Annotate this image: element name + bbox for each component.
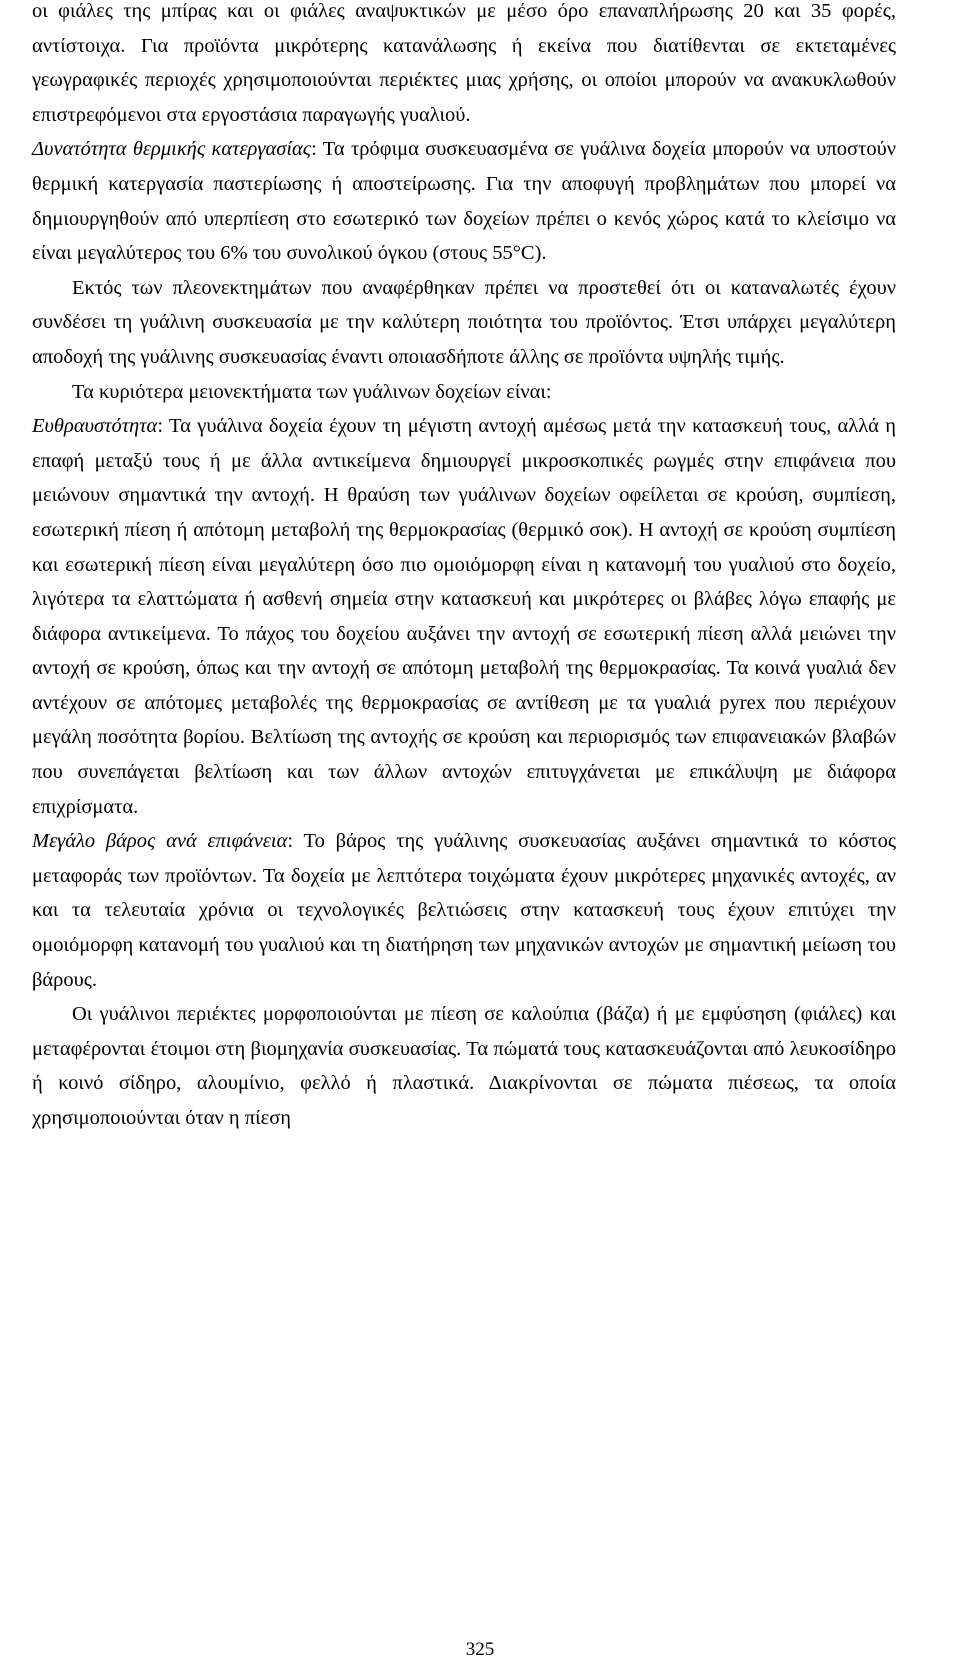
paragraph-text: Οι γυάλινοι περιέκτες μορφοποιούνται με πίεση σε καλούπια (βάζα) ή με εμφύσηση (φιάλες) και μεταφέρονται έτοιμοι στη βιομηχανία συσκευασίας. Τα πώματά τους κατασκευάζονται από λευκοσίδηρο ή κοινό σίδηρο, αλουμίνιο, φελλό ή πλαστικά. Διακρίνονται σε πώματα πιέσεως, τα οποία χρησιμοποιούνται όταν η πίεση bbox=[32, 1003, 896, 1129]
paragraph-continuation bbox=[32, 0, 896, 132]
paragraph-consumer-perception bbox=[32, 271, 896, 375]
paragraph-forming-and-closures bbox=[32, 997, 896, 1135]
paragraph-text: : Τα τρόφιμα συσκευασμένα σε γυάλινα δοχεία μπορούν να υποστούν θερμική κατεργασία παστερίωσης ή αποστείρωσης. Για την αποφυγή προβλημάτων που μπορεί να δημιουργηθούν από υπερπίεση στο εσωτερικό των δοχείων πρέπει ο κενός χώρος κατά το κλείσιμο να είναι μεγαλύτερος του 6% του συνολικού όγκου (στους 55°C). bbox=[32, 138, 896, 265]
paragraph-weight bbox=[32, 824, 896, 997]
paragraph-term: Ευθραυστότητα bbox=[32, 415, 158, 438]
paragraph-text: : Το βάρος της γυάλινης συσκευασίας αυξάνει σημαντικά το κόστος μεταφοράς των προϊόντων. Τα δοχεία με λεπτότερα τοιχώματα έχουν μικρότερες μηχανικές αντοχές, αν και τα τελευταία χρόνια οι τεχνολογικές βελτιώσεις στην κατασκευή τους έχουν επιτύχει την ομοιόμορφη κατανομή του γυαλιού και τη διατήρηση των μηχανικών αντοχών με σημαντική μείωση του βάρους. bbox=[32, 830, 896, 991]
paragraph-text: : Τα γυάλινα δοχεία έχουν τη μέγιστη αντοχή αμέσως μετά την κατασκευή τους, αλλά η επαφή μεταξύ τους ή με άλλα αντικείμενα δημιουργεί μικροσκοπικές ρωγμές στην επιφάνεια που μειώνουν σημαντικά την αντοχή. Η θραύση των γυάλινων δοχείων οφείλεται σε κρούση, συμπίεση, εσωτερική πίεση ή απότομη μεταβολή της θερμοκρασίας (θερμικό σοκ). Η αντοχή σε κρούση συμπίεση και εσωτερική πίεση είναι μεγαλύτερη όσο πιο ομοιόμορφη είναι η κατανομή του γυαλιού στο δοχείο, λιγότερα τα ελαττώματα ή ασθενή σημεία στην κατασκευή και μικρότερες οι βλάβες λόγω επαφής με διάφορα αντικείμενα. Το πάχος του δοχείου αυξάνει την αντοχή σε εσωτερική πίεση αλλά μειώνει την αντοχή σε κρούση, όπως και την αντοχή σε απότομη μεταβολή της θερμοκρασίας. Τα κοινά γυαλιά δεν αντέχουν σε απότομες μεταβολές της θερμοκρασίας σε αντίθεση με τα γυαλιά pyrex που περιέχουν μεγάλη ποσότητα βορίου. Βελτίωση της αντοχής σε κρούση και περιορισμός των επιφανειακών βλαβών που συνεπάγεται βελτίωση και των άλλων αντοχών επιτυγχάνεται με επικάλυψη με διάφορα επιχρίσματα. bbox=[32, 415, 896, 818]
document-body bbox=[32, 0, 896, 1136]
paragraph-text: Τα κυριότερα μειονεκτήματα των γυάλινων δοχείων είναι: bbox=[72, 380, 552, 403]
paragraph-text: οι φιάλες της μπίρας και οι φιάλες αναψυκτικών με μέσο όρο επαναπλήρωσης 20 και 35 φορές, αντίστοιχα. Για προϊόντα μικρότερης κατανάλωσης ή εκείνα που διατίθενται σε εκτεταμένες γεωγραφικές περιοχές χρησιμοποιούνται περιέκτες μιας χρήσης, οι οποίοι μπορούν να ανακυκλωθούν επιστρεφόμενοι στα εργοστάσια παραγωγής γυαλιού. bbox=[32, 0, 896, 126]
paragraph-term: Μεγάλο βάρος ανά επιφάνεια bbox=[32, 830, 288, 853]
page-number: 325 bbox=[465, 1639, 495, 1660]
paragraph-thermal-processing bbox=[32, 132, 896, 270]
paragraph-disadvantages-intro bbox=[32, 375, 896, 410]
paragraph-fragility bbox=[32, 409, 896, 824]
paragraph-term: Δυνατότητα θερμικής κατεργασίας bbox=[32, 138, 312, 161]
paragraph-text: Εκτός των πλεονεκτημάτων που αναφέρθηκαν πρέπει να προστεθεί ότι οι καταναλωτές έχουν συνδέσει τη γυάλινη συσκευασία με την καλύτερη ποιότητα του προϊόντος. Έτσι υπάρχει μεγαλύτερη αποδοχή της γυάλινης συσκευασίας έναντι οποιασδήποτε άλλης σε προϊόντα υψηλής τιμής. bbox=[32, 276, 896, 368]
